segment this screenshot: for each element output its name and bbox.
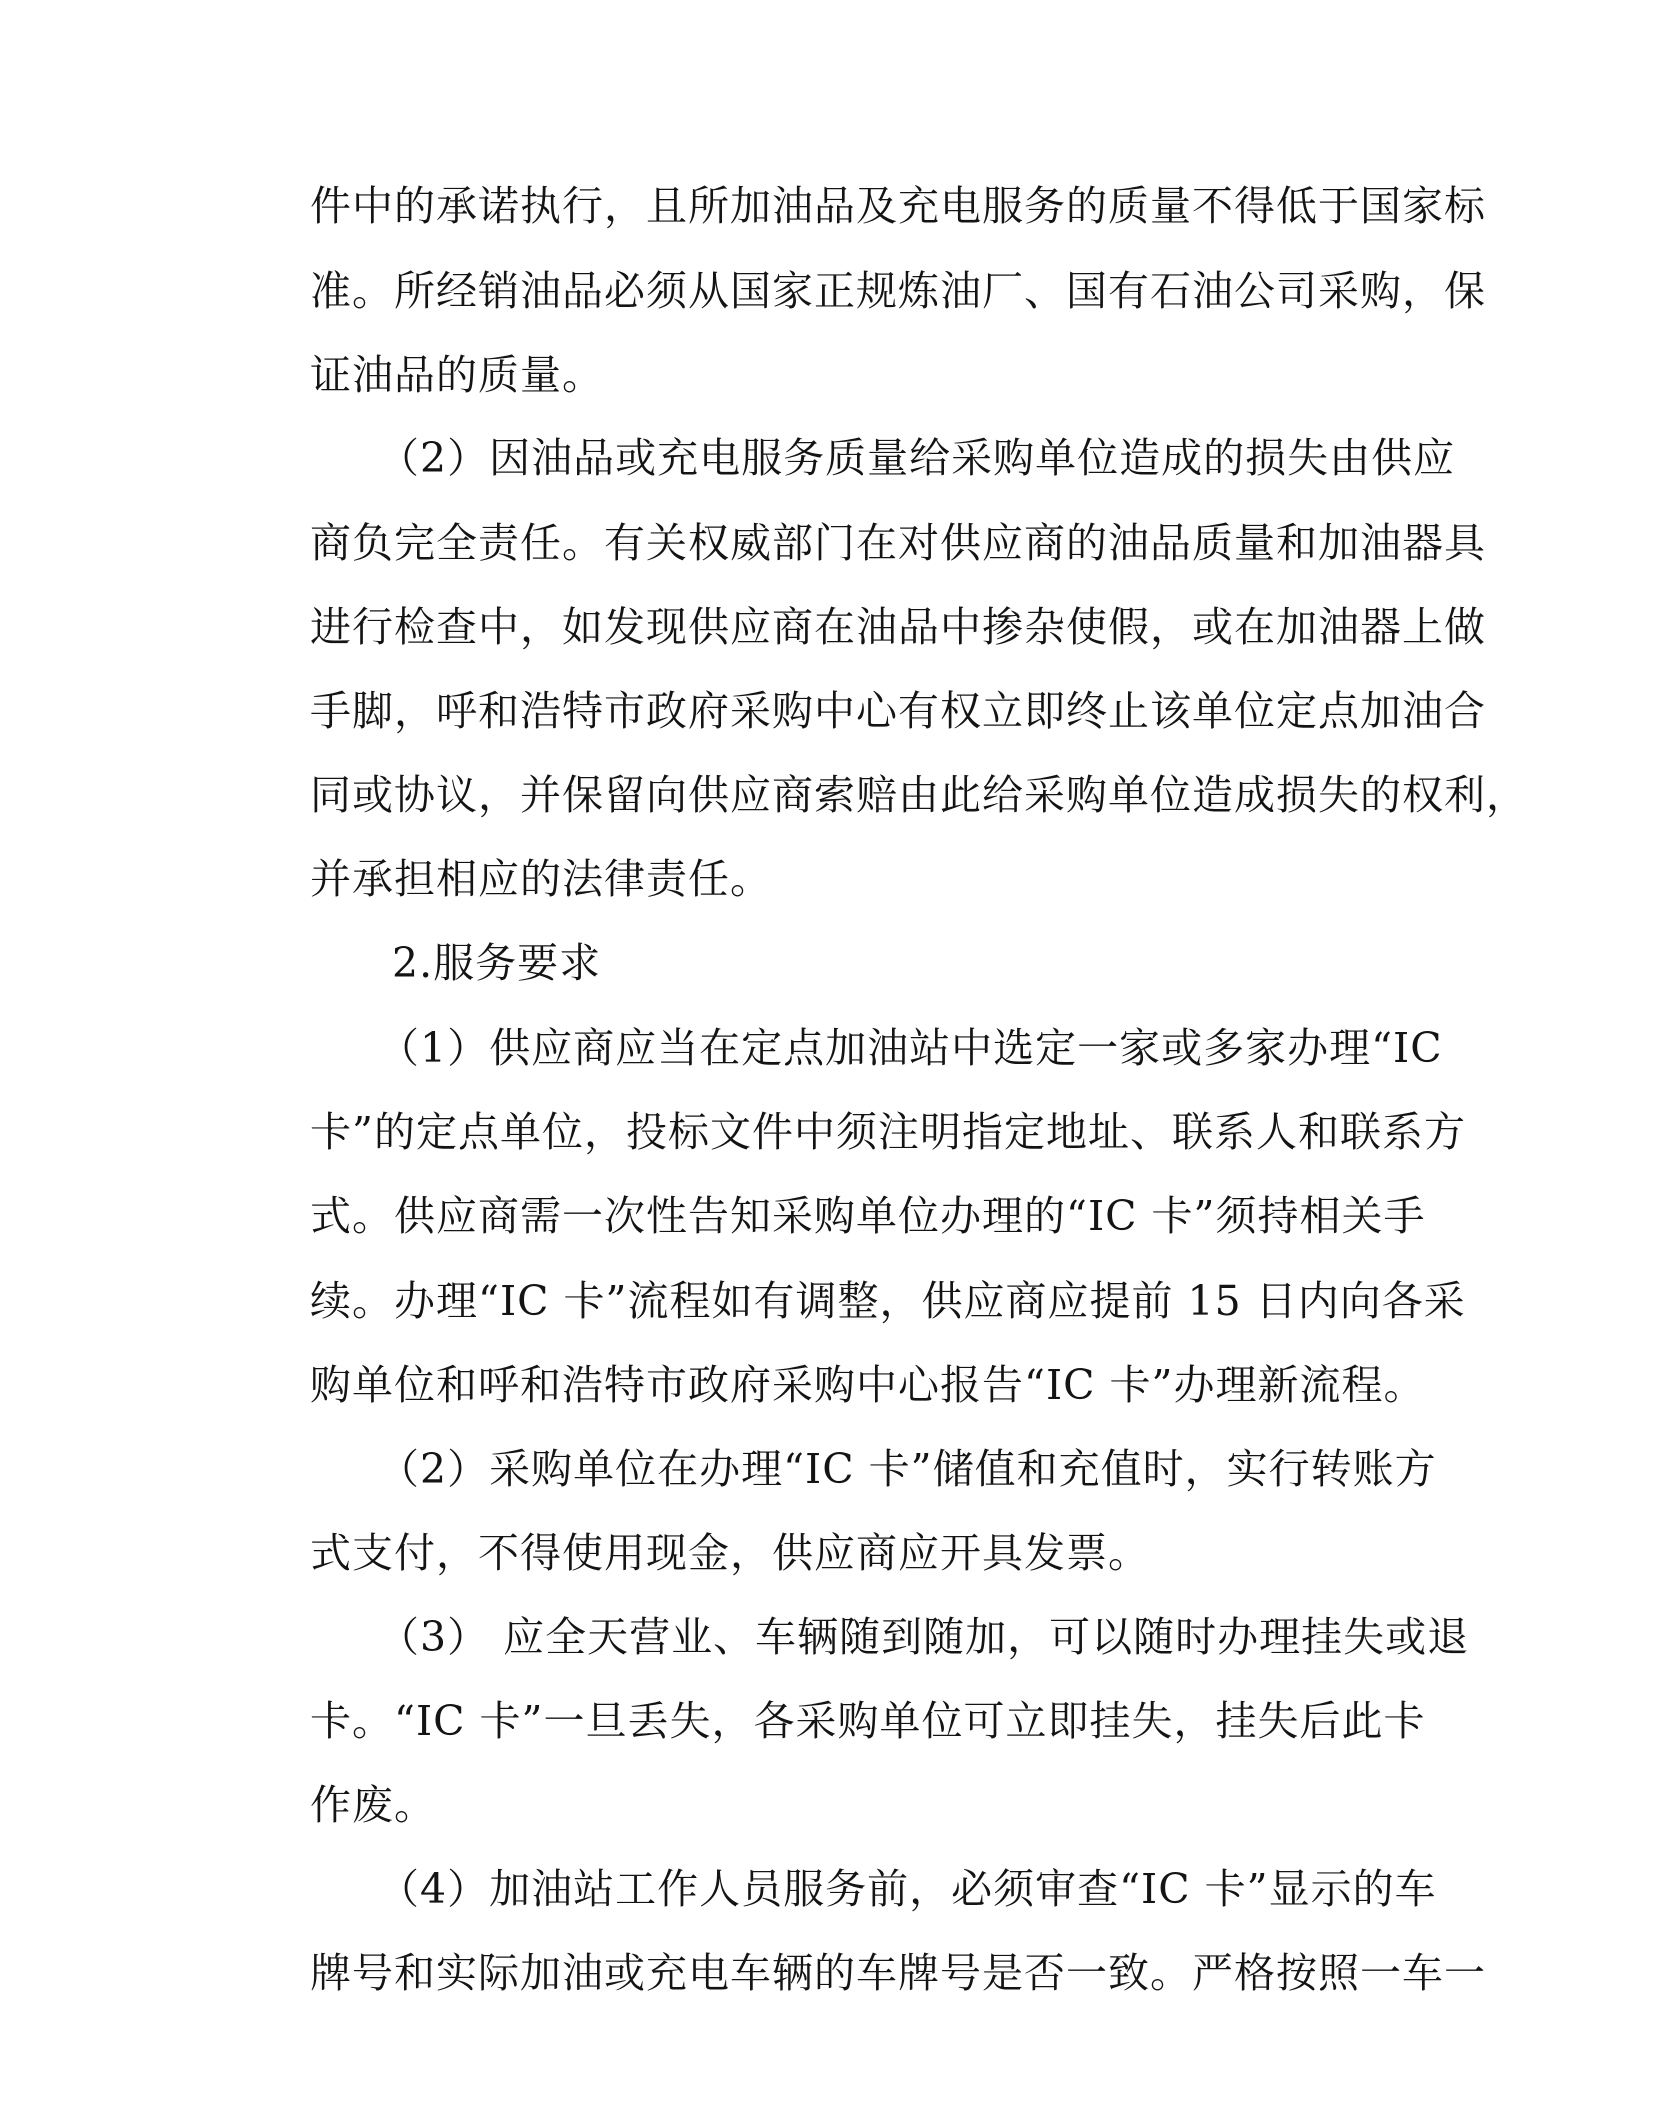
paragraph-start-line: （2）因油品或充电服务质量给采购单位造成的损失由供应 — [378, 434, 1456, 482]
text-line: 手脚，呼和浩特市政府采购中心有权立即终止该单位定点加油合 — [310, 687, 1486, 735]
text-line: 件中的承诺执行，且所加油品及充电服务的质量不得低于国家标 — [310, 182, 1486, 230]
text-line: 商负完全责任。有关权威部门在对供应商的油品质量和加油器具 — [310, 519, 1486, 567]
text-line: 牌号和实际加油或充电车辆的车牌号是否一致。严格按照一车一 — [310, 1949, 1486, 1997]
text-line: 式。供应商需一次性告知采购单位办理的“IC 卡”须持相关手 — [310, 1192, 1426, 1240]
text-line: 准。所经销油品必须从国家正规炼油厂、国有石油公司采购，保 — [310, 267, 1486, 315]
text-line: 购单位和呼和浩特市政府采购中心报告“IC 卡”办理新流程。 — [310, 1361, 1426, 1409]
text-line: 证油品的质量。 — [310, 351, 604, 399]
paragraph-start-line: （4）加油站工作人员服务前，必须审查“IC 卡”显示的车 — [378, 1865, 1437, 1913]
text-line: 同或协议，并保留向供应商索赔由此给采购单位造成损失的权利， — [310, 771, 1528, 819]
section-heading: 2.服务要求 — [392, 939, 602, 987]
paragraph-start-line: （3） 应全天营业、车辆随到随加，可以随时办理挂失或退 — [378, 1613, 1470, 1661]
paragraph-start-line: （2）采购单位在办理“IC 卡”储值和充值时，实行转账方 — [378, 1445, 1437, 1493]
text-line: 卡。“IC 卡”一旦丢失，各采购单位可立即挂失，挂失后此卡 — [310, 1697, 1426, 1745]
paragraph-start-line: （1）供应商应当在定点加油站中选定一家或多家办理“IC — [378, 1024, 1443, 1072]
text-line: 式支付，不得使用现金，供应商应开具发票。 — [310, 1529, 1150, 1577]
text-line: 作废。 — [310, 1781, 436, 1829]
text-line: 续。办理“IC 卡”流程如有调整，供应商应提前 15 日内向各采 — [310, 1277, 1466, 1325]
text-line: 卡”的定点单位，投标文件中须注明指定地址、联系人和联系方 — [310, 1108, 1466, 1156]
text-line: 进行检查中，如发现供应商在油品中掺杂使假，或在加油器上做 — [310, 603, 1486, 651]
text-line: 并承担相应的法律责任。 — [310, 855, 772, 903]
